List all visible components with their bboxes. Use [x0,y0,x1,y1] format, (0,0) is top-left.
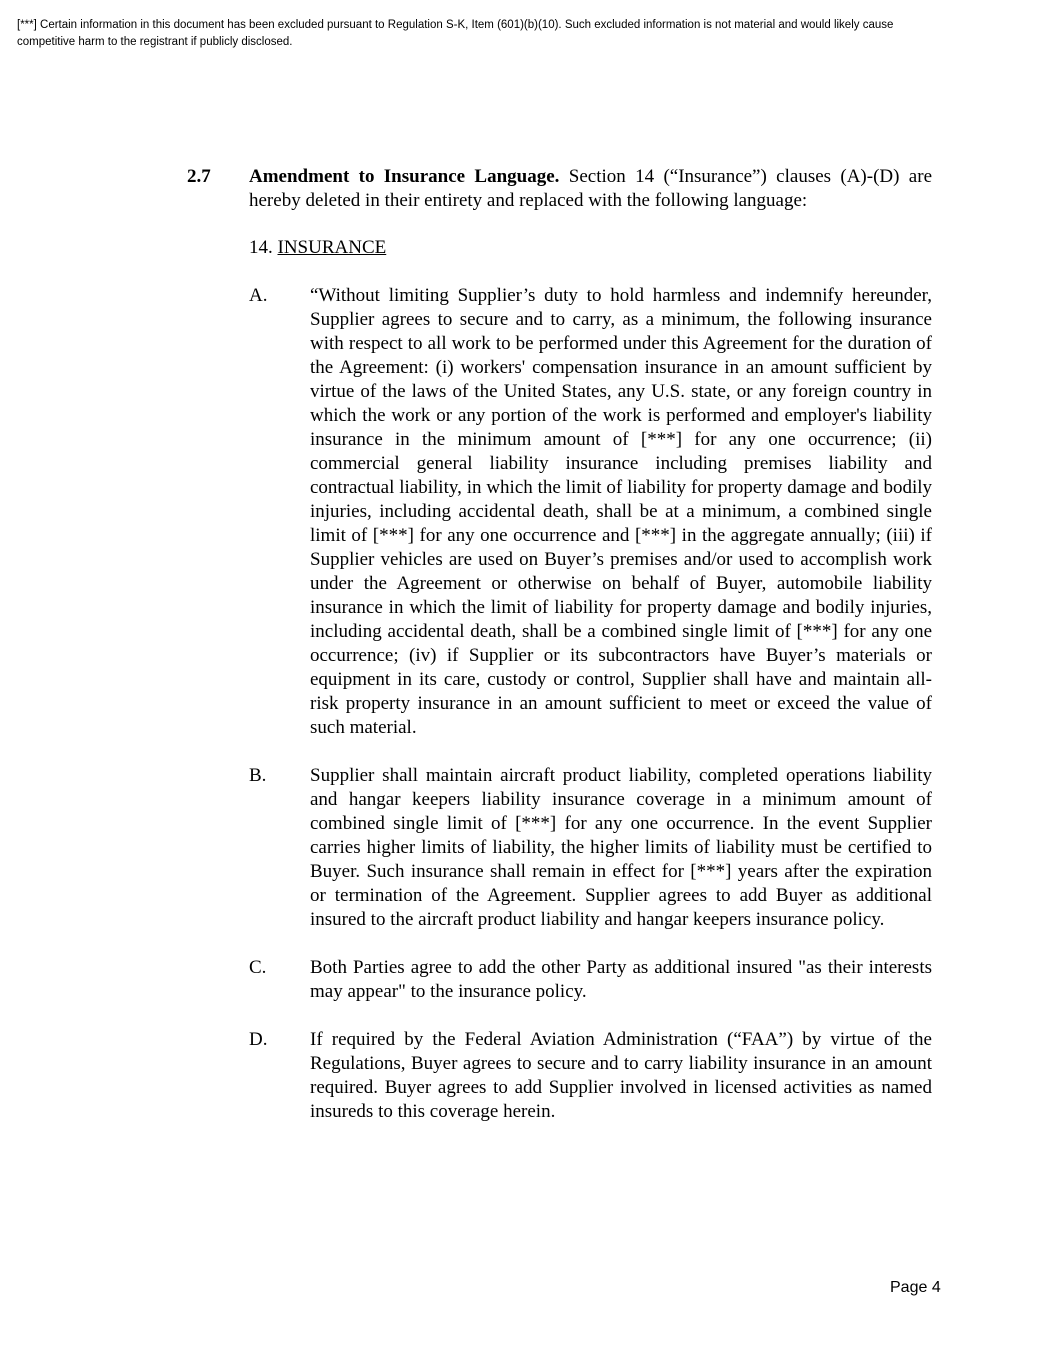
clause-letter: A. [249,285,268,306]
clause-c [249,956,932,1004]
section-number: 2.7 [187,166,211,187]
clause-a [249,284,932,740]
clause-d [249,1028,932,1124]
section-header [187,165,932,213]
section-title: Amendment to Insurance Language. [249,166,560,187]
insurance-heading-number: 14. [249,237,278,258]
insurance-heading-label: INSURANCE [277,237,387,258]
clause-text: Both Parties agree to add the other Party as additional insured "as their interests may appear" to the insurance policy. [310,957,932,1002]
clause-letter: B. [249,765,267,786]
clause-letter: D. [249,1029,268,1050]
page-number: Page 4 [890,1279,941,1296]
clause-b [249,764,932,932]
redaction-disclaimer: [***] Certain information in this document has been excluded pursuant to Regulation S-K, Item (601)(b)(10). Such excluded information is not material and would likely cause competitive harm to the registrant if publicly disclosed. [17,19,894,48]
clause-text: Supplier shall maintain aircraft product liability, completed operations liability and hangar keepers liability insurance coverage in a minimum amount of combined single limit of [***] for any one occurrence. In the event Supplier carries higher limits of liability, the higher limits of liability must be certified to Buyer. Such insurance shall remain in effect for [***] years after the expiration or termination of the Agreement. Supplier agrees to add Buyer as additional insured to the aircraft product liability and hangar keepers insurance policy. [310,765,932,930]
clause-text: “Without limiting Supplier’s duty to hold harmless and indemnify hereunder, Supplier agrees to secure and to carry, as a minimum, the following insurance with respect to all work to be performed under this Agreement for the duration of the Agreement: (i) workers' compensation insurance in an amount sufficient by virtue of the laws of the United States, any U.S. state, or any foreign country in which the work or any portion of the work is performed and employer's liability insurance in the minimum amount of [***] for any one occurrence; (ii) commercial general liability insurance including premises liability and contractual liability, in which the limit of liability for property damage and bodily injuries, including accidental death, shall be at a minimum, a combined single limit of [***] for any one occurrence and [***] in the aggregate annually; (iii) if Supplier vehicles are used on Buyer’s premises and/or used to accomplish work under the Agreement or otherwise on behalf of Buyer, automobile liability insurance in which the limit of liability for property damage and bodily injuries, including accidental death, shall be a combined single limit of [***] for any one occurrence; (iv) if Supplier or its subcontractors have Buyer’s materials or equipment in its care, custody or control, Supplier shall have and maintain all-risk property insurance in an amount sufficient to meet or exceed the value of such material. [310,285,932,738]
section-intro-paragraph [249,165,932,213]
clause-text: If required by the Federal Aviation Administration (“FAA”) by virtue of the Regulations, Buyer agrees to secure and to carry liability insurance in an amount required. Buyer agrees to add Supplier involved in licensed activities as named insureds to this coverage herein. [310,1029,932,1122]
section-2-7 [187,165,932,1124]
section-intro-text: Section 14 (“Insurance”) clauses (A)-(D) are hereby deleted in their entirety and replaced with the following language: [249,166,933,211]
insurance-heading [249,236,932,260]
clause-letter: C. [249,957,267,978]
